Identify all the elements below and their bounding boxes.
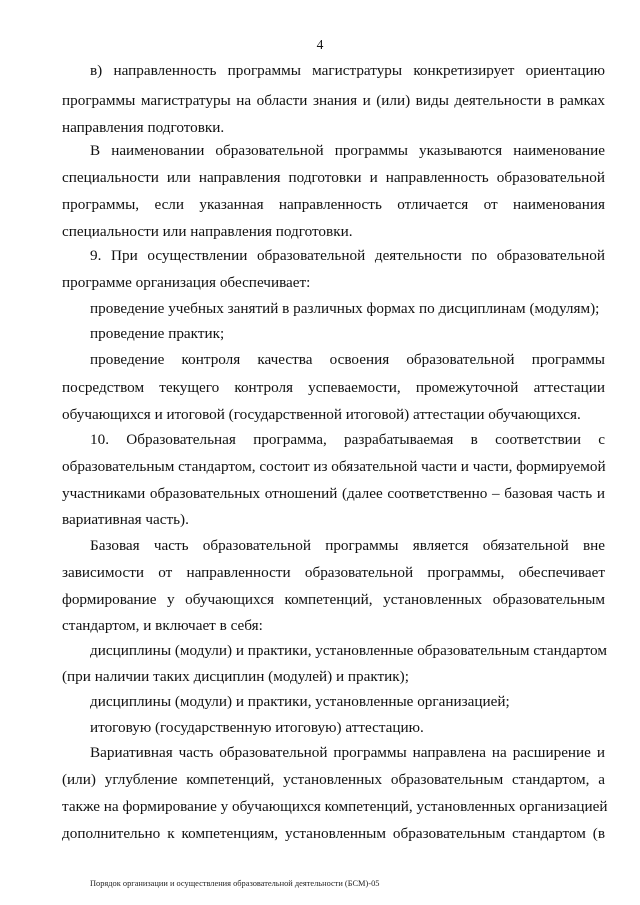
text-line: образовательным стандартом, состоит из обязательной части и части, формируемой <box>62 458 606 475</box>
text-line: дисциплины (модули) и практики, установленные организацией; <box>90 693 510 710</box>
text-line: (или) углубление компетенций, установленных образовательным стандартом, а <box>62 771 605 788</box>
text-line: программы, если указанная направленность отличается от наименования <box>62 196 605 213</box>
text-line: 9. При осуществлении образовательной деятельности по образовательной <box>90 247 605 264</box>
text-line: проведение практик; <box>90 325 225 342</box>
text-line: направления подготовки. <box>62 119 225 136</box>
text-line: проведение контроля качества освоения образовательной программы <box>90 351 605 368</box>
text-line: зависимости от направленности образовательной программы, обеспечивает <box>62 564 605 581</box>
text-line: программы магистратуры на области знания и (или) виды деятельности в рамках <box>62 92 605 109</box>
page-footer: Порядок организации и осуществления образовательной деятельности (БСМ)-05 <box>90 879 380 888</box>
text-line: специальности или направления подготовки и направленность образовательной <box>62 169 605 186</box>
text-line: программе организация обеспечивает: <box>62 274 311 291</box>
text-line: формирование у обучающихся компетенций, установленных образовательным <box>62 591 605 608</box>
text-line: проведение учебных занятий в различных формах по дисциплинам (модулям); <box>90 300 600 317</box>
text-line: специальности или направления подготовки. <box>62 223 353 240</box>
text-line: участниками образовательных отношений (далее соответственно – базовая часть и <box>62 485 605 502</box>
page-number: 4 <box>316 37 324 52</box>
text-line: обучающихся и итоговой (государственной итоговой) аттестации обучающихся. <box>62 406 581 423</box>
text-line: также на формирование у обучающихся компетенций, установленных организацией <box>62 798 608 815</box>
text-line: посредством текущего контроля успеваемости, промежуточной аттестации <box>62 379 605 396</box>
text-line: итоговую (государственную итоговую) аттестацию. <box>90 719 424 736</box>
text-line: дисциплины (модули) и практики, установленные образовательным стандартом <box>90 642 607 659</box>
text-line: В наименовании образовательной программы указываются наименование <box>90 142 605 159</box>
text-line: Базовая часть образовательной программы является обязательной вне <box>90 537 605 554</box>
text-line: вариативная часть). <box>62 511 189 528</box>
text-line: 10. Образовательная программа, разрабатываемая в соответствии с <box>90 431 605 448</box>
text-line: дополнительно к компетенциям, установленным образовательным стандартом (в <box>62 825 605 842</box>
text-line: Вариативная часть образовательной программы направлена на расширение и <box>90 744 605 761</box>
text-line: (при наличии таких дисциплин (модулей) и практик); <box>62 668 409 685</box>
text-line: стандартом, и включает в себя: <box>62 617 263 634</box>
text-line: в) направленность программы магистратуры конкретизирует ориентацию <box>90 62 605 79</box>
